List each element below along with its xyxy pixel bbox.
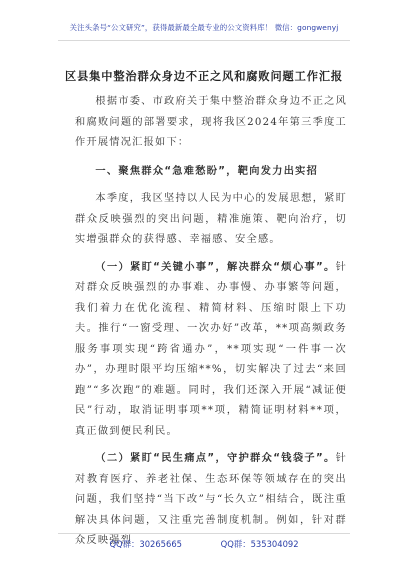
item-text-1: 针对群众反映强烈的办事难、办事慢、办事繁等问题，我们着力在优化流程、精简材料、压缩时限上下功夫。推行“一窗受理、一次办好”改革，**项高频政务服务事项实现“跨省通办”，**项实现“一件事一次办”，办理时限平均压缩**%，切实解决了过去“来回跑”“多次跑”的难题。同时，我们还深入开展“减证便民”行动，取消证明事项**项，精简证明材料**项，真正做到便民利民。 <box>75 261 347 437</box>
item-heading-2: （二）紧盯“民生痛点”，守护群众“钱袋子”。 <box>95 453 336 464</box>
section-heading: 一、聚焦群众“急难愁盼”，靶向发力出实招 <box>95 165 319 177</box>
document-title: 区县集中整治群众身边不正之风和腐败问题工作汇报 <box>64 70 343 83</box>
section-paragraph: 本季度，我区坚持以人民为中心的发展思想，紧盯群众反映强烈的突出问题，精准施策、靶向治疗，切实增强群众的获得感、幸福感、安全感。 <box>75 193 348 245</box>
document-body <box>75 92 347 552</box>
intro-paragraph: 根据市委、市政府关于集中整治群众身边不正之风和腐败问题的部署要求，现将我区2024年第三季度工作开展情况汇报如下： <box>75 96 348 148</box>
footer-divider <box>58 533 350 534</box>
promo-banner: 关注头条号“公文研究”，获得最新最全最专业的公文资料库！ 微信：gongwenyj <box>69 23 339 32</box>
item-paragraph-1 <box>75 258 347 443</box>
item-heading-1: （一）紧盯“关键小事”，解决群众“烦心事”。 <box>95 261 336 273</box>
qq-group-2: QQ群：535304092 <box>220 539 299 549</box>
item-text-2: 针对教育医疗、养老社保、生态环保等领域存在的突出问题，我们坚持“当下改”与“长久立”相结合，既注重解决具体问题，又注重完善制度机制。例如，针对群众反映强烈 <box>75 453 347 546</box>
header-divider <box>58 40 350 41</box>
item-paragraph-2 <box>75 449 347 552</box>
footer-contact <box>0 538 408 550</box>
qq-group-1: QQ群：30265665 <box>109 539 182 549</box>
